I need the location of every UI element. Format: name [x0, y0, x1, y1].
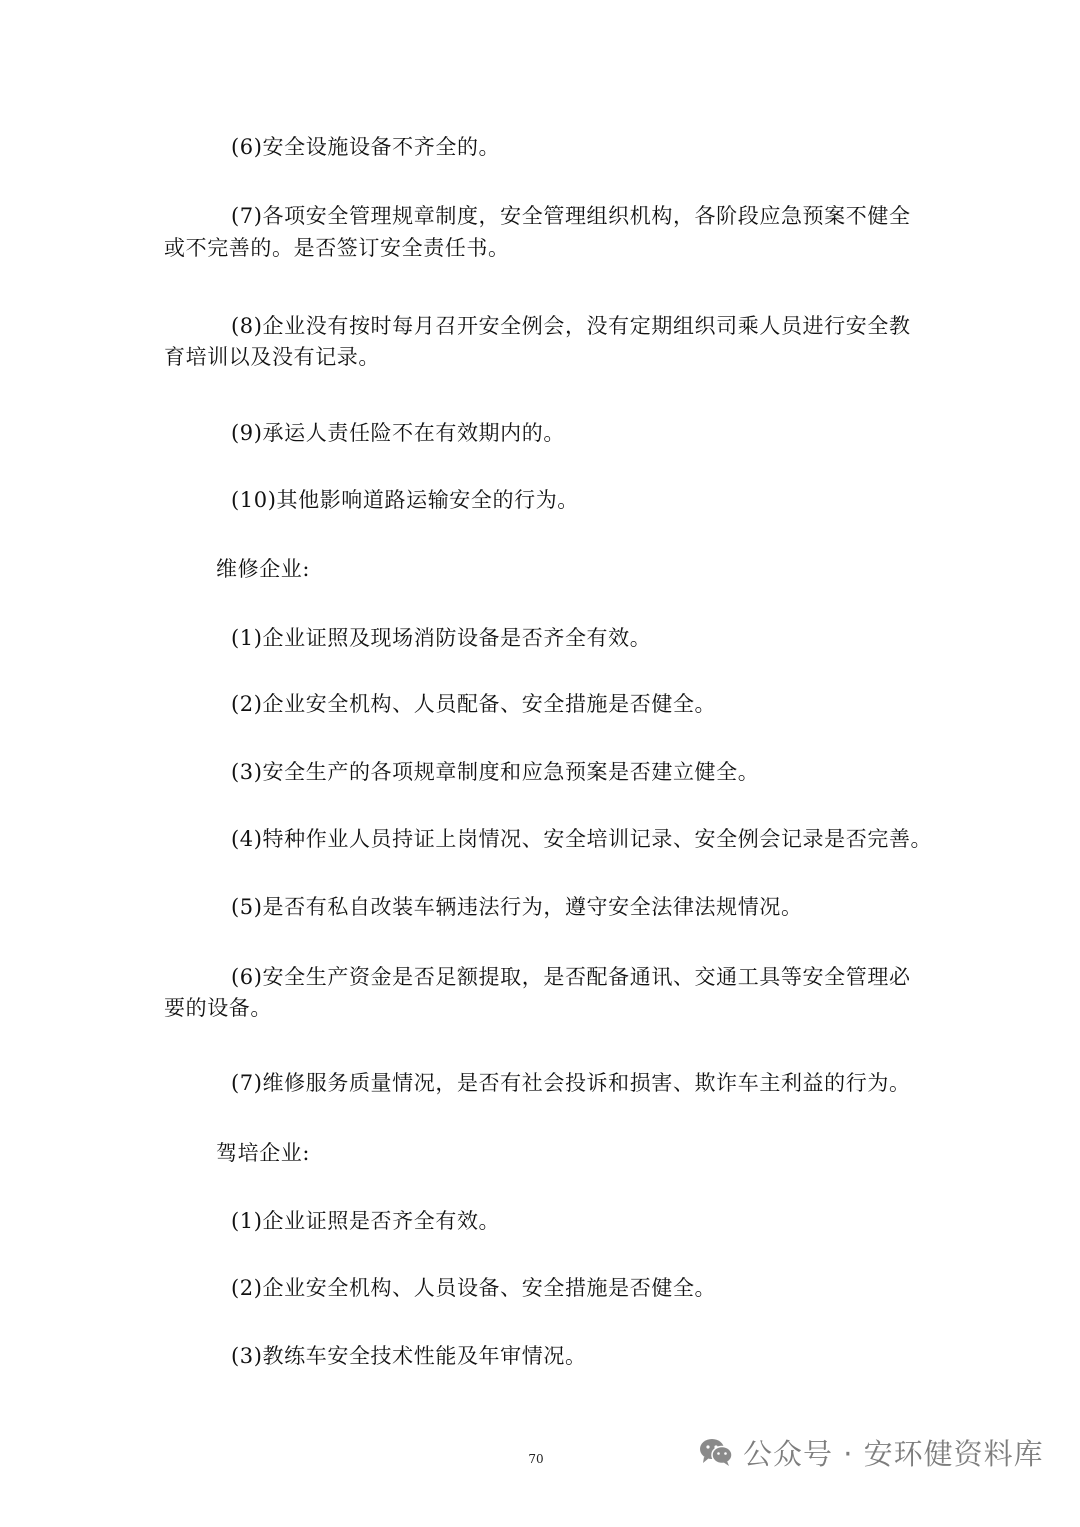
text-line: (6)安全设施设备不齐全的。 — [231, 135, 501, 159]
text-line: (9)承运人责任险不在有效期内的。 — [231, 421, 565, 445]
text-line: (7)维修服务质量情况，是否有社会投诉和损害、欺诈车主利益的行为。 — [231, 1071, 911, 1095]
section-heading: 维修企业: — [216, 557, 311, 581]
text-line: (6)安全生产资金是否足额提取，是否配备通讯、交通工具等安全管理必 — [231, 965, 911, 989]
text-line: (4)特种作业人员持证上岗情况、安全培训记录、安全例会记录是否完善。 — [231, 827, 933, 851]
text-line: 育培训以及没有记录。 — [164, 345, 380, 369]
watermark-text: 公众号 · 安环健资料库 — [743, 1436, 1044, 1471]
text-line: (7)各项安全管理规章制度，安全管理组织机构，各阶段应急预案不健全 — [231, 204, 911, 228]
text-line: (2)企业安全机构、人员配备、安全措施是否健全。 — [231, 692, 717, 716]
text-line: 或不完善的。是否签订安全责任书。 — [164, 236, 510, 260]
text-line: (8)企业没有按时每月召开安全例会，没有定期组织司乘人员进行安全教 — [231, 314, 911, 338]
text-line: (2)企业安全机构、人员设备、安全措施是否健全。 — [231, 1276, 717, 1300]
text-line: (10)其他影响道路运输安全的行为。 — [231, 488, 579, 512]
text-line: (3)安全生产的各项规章制度和应急预案是否建立健全。 — [231, 760, 760, 784]
text-line: (1)企业证照是否齐全有效。 — [231, 1209, 501, 1233]
page-number: 70 — [528, 1452, 544, 1466]
text-line: (5)是否有私自改装车辆违法行为，遵守安全法律法规情况。 — [231, 895, 803, 919]
text-line: (1)企业证照及现场消防设备是否齐全有效。 — [231, 626, 652, 650]
text-line: (3)教练车安全技术性能及年审情况。 — [231, 1344, 587, 1368]
wechat-icon — [699, 1437, 733, 1467]
text-line: 要的设备。 — [164, 996, 272, 1020]
section-heading: 驾培企业: — [216, 1141, 311, 1165]
watermark — [699, 1432, 1044, 1472]
